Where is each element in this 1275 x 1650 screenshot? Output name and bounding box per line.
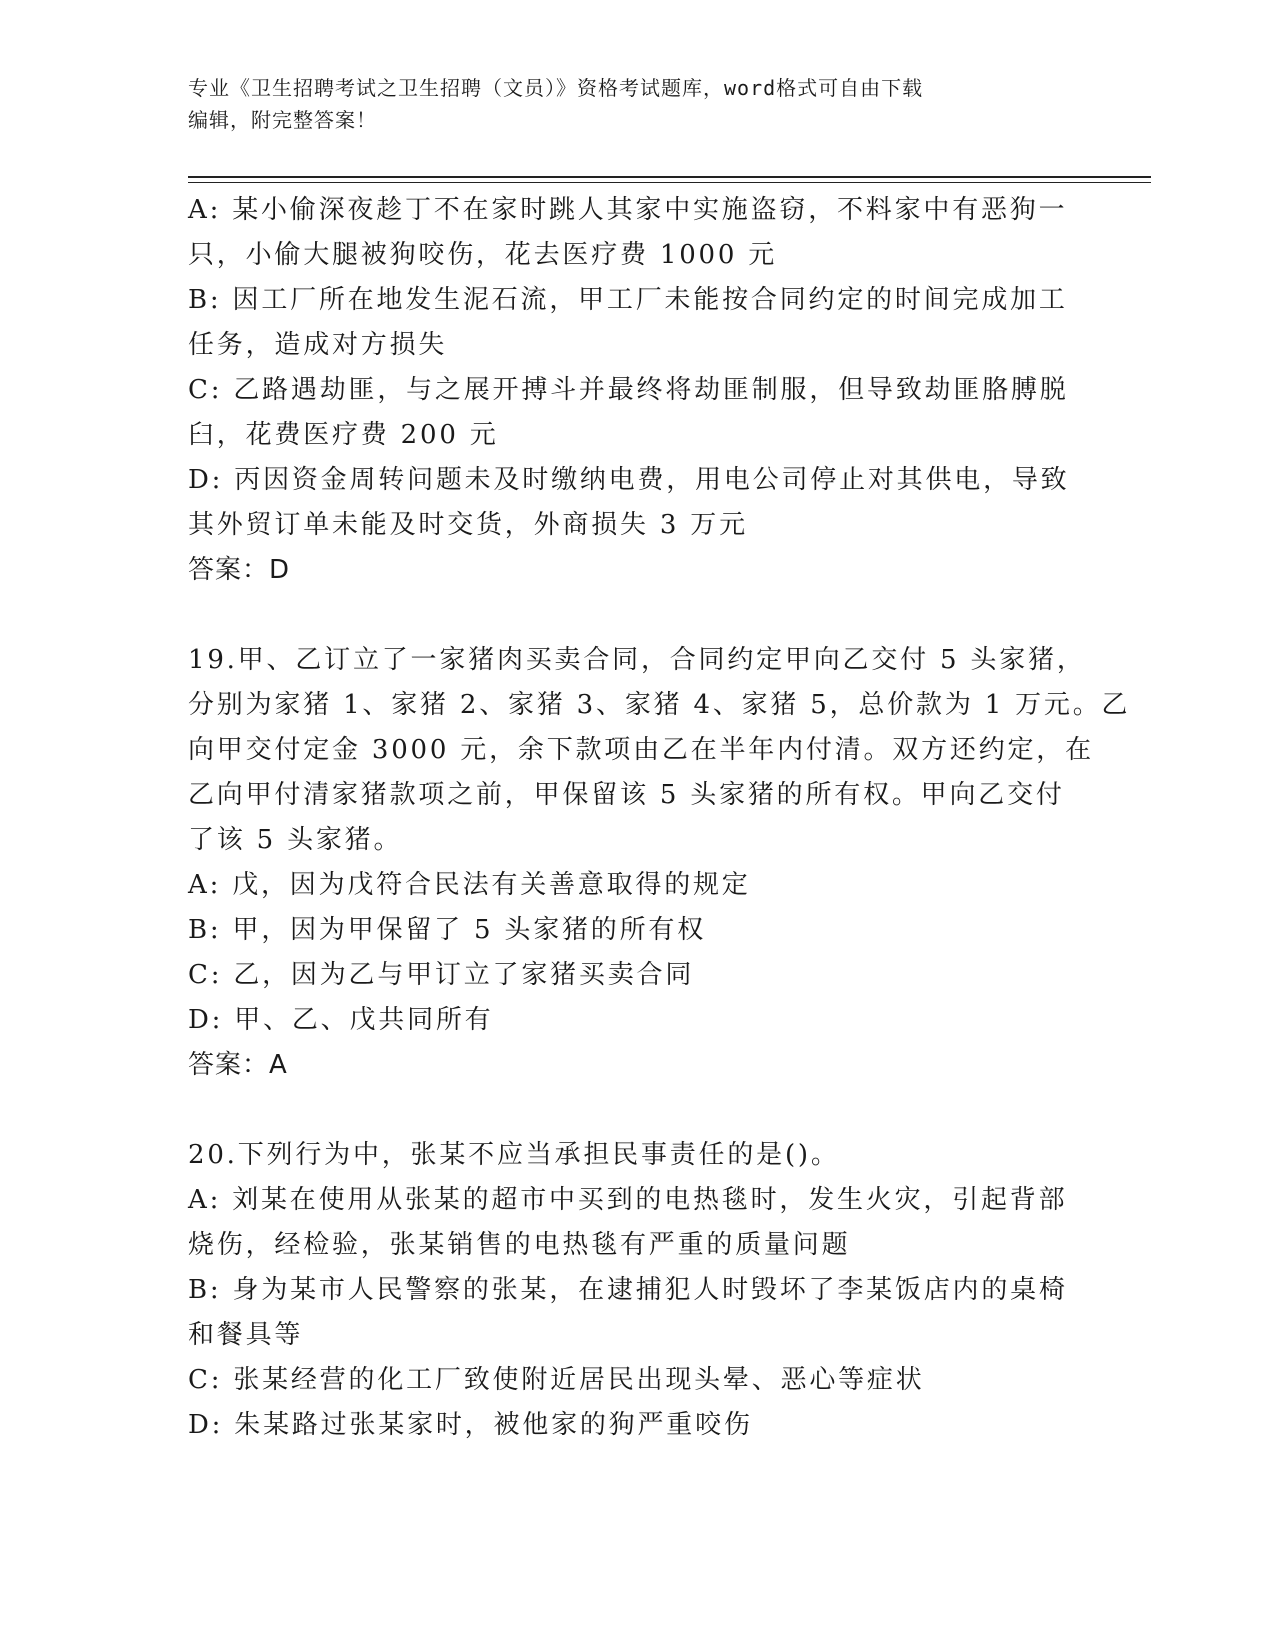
option-b-line-1: B: 因工厂所在地发生泥石流，甲工厂未能按合同约定的时间完成加工 <box>188 285 1068 315</box>
question-stem-line-1: 19.甲、乙订立了一家猪肉买卖合同，合同约定甲向乙交付 5 头家猪， <box>188 645 1086 675</box>
option-b-line-1: B: 身为某市人民警察的张某，在逮捕犯人时毁坏了李某饭店内的桌椅 <box>188 1275 1068 1305</box>
option-c-line-1: C: 乙路遇劫匪，与之展开搏斗并最终将劫匪制服，但导致劫匪胳膊脱 <box>188 375 1069 405</box>
option-a: A: 戊，因为戊符合民法有关善意取得的规定 <box>188 870 751 900</box>
question-stem-line-3: 向甲交付定金 3000 元，余下款项由乙在半年内付清。双方还约定，在 <box>188 735 1094 765</box>
option-c: C: 张某经营的化工厂致使附近居民出现头晕、恶心等症状 <box>188 1365 925 1395</box>
header-divider-thin <box>188 182 1151 183</box>
question-18-options <box>188 188 1088 593</box>
header-line-2: 编辑，附完整答案！ <box>188 108 377 132</box>
question-stem-line-2: 分别为家猪 1、家猪 2、家猪 3、家猪 4、家猪 5，总价款为 1 万元。乙 <box>188 690 1131 720</box>
option-c-line-2: 臼，花费医疗费 200 元 <box>188 420 499 450</box>
option-d-line-1: D: 丙因资金周转问题未及时缴纳电费，用电公司停止对其供电，导致 <box>188 465 1070 495</box>
option-d: D: 朱某路过张某家时，被他家的狗严重咬伤 <box>188 1410 753 1440</box>
question-20 <box>188 1133 1088 1448</box>
option-d: D: 甲、乙、戊共同所有 <box>188 1005 494 1035</box>
option-d-line-2: 其外贸订单未能及时交货，外商损失 3 万元 <box>188 510 748 540</box>
question-content <box>188 188 1131 1448</box>
spacer <box>188 593 1088 638</box>
spacer <box>188 1088 1088 1133</box>
answer-label: 答案：D <box>188 555 291 585</box>
question-stem-line-5: 了该 5 头家猪。 <box>188 825 403 855</box>
option-b: B: 甲，因为甲保留了 5 头家猪的所有权 <box>188 915 707 945</box>
answer-label: 答案：A <box>188 1050 288 1080</box>
option-a-line-2: 烧伤，经检验，张某销售的电热毯有严重的质量问题 <box>188 1230 851 1260</box>
option-a-line-2: 只，小偷大腿被狗咬伤，花去医疗费 1000 元 <box>188 240 778 270</box>
header-line-1: 专业《卫生招聘考试之卫生招聘（文员）》资格考试题库，word格式可自由下载 <box>188 76 924 100</box>
option-b-line-2: 任务，造成对方损失 <box>188 330 448 360</box>
option-a-line-1: A: 刘某在使用从张某的超市中买到的电热毯时，发生火灾，引起背部 <box>188 1185 1068 1215</box>
header-divider-thick <box>188 176 1151 178</box>
option-a-line-1: A: 某小偷深夜趁丁不在家时跳人其家中实施盗窃，不料家中有恶狗一 <box>188 195 1068 225</box>
option-c: C: 乙，因为乙与甲订立了家猪买卖合同 <box>188 960 695 990</box>
question-19 <box>188 638 1131 1088</box>
question-stem-line-1: 20.下列行为中，张某不应当承担民事责任的是()。 <box>188 1140 840 1170</box>
document-header <box>188 72 1088 136</box>
question-stem-line-4: 乙向甲付清家猪款项之前，甲保留该 5 头家猪的所有权。甲向乙交付 <box>188 780 1065 810</box>
option-b-line-2: 和餐具等 <box>188 1320 304 1350</box>
